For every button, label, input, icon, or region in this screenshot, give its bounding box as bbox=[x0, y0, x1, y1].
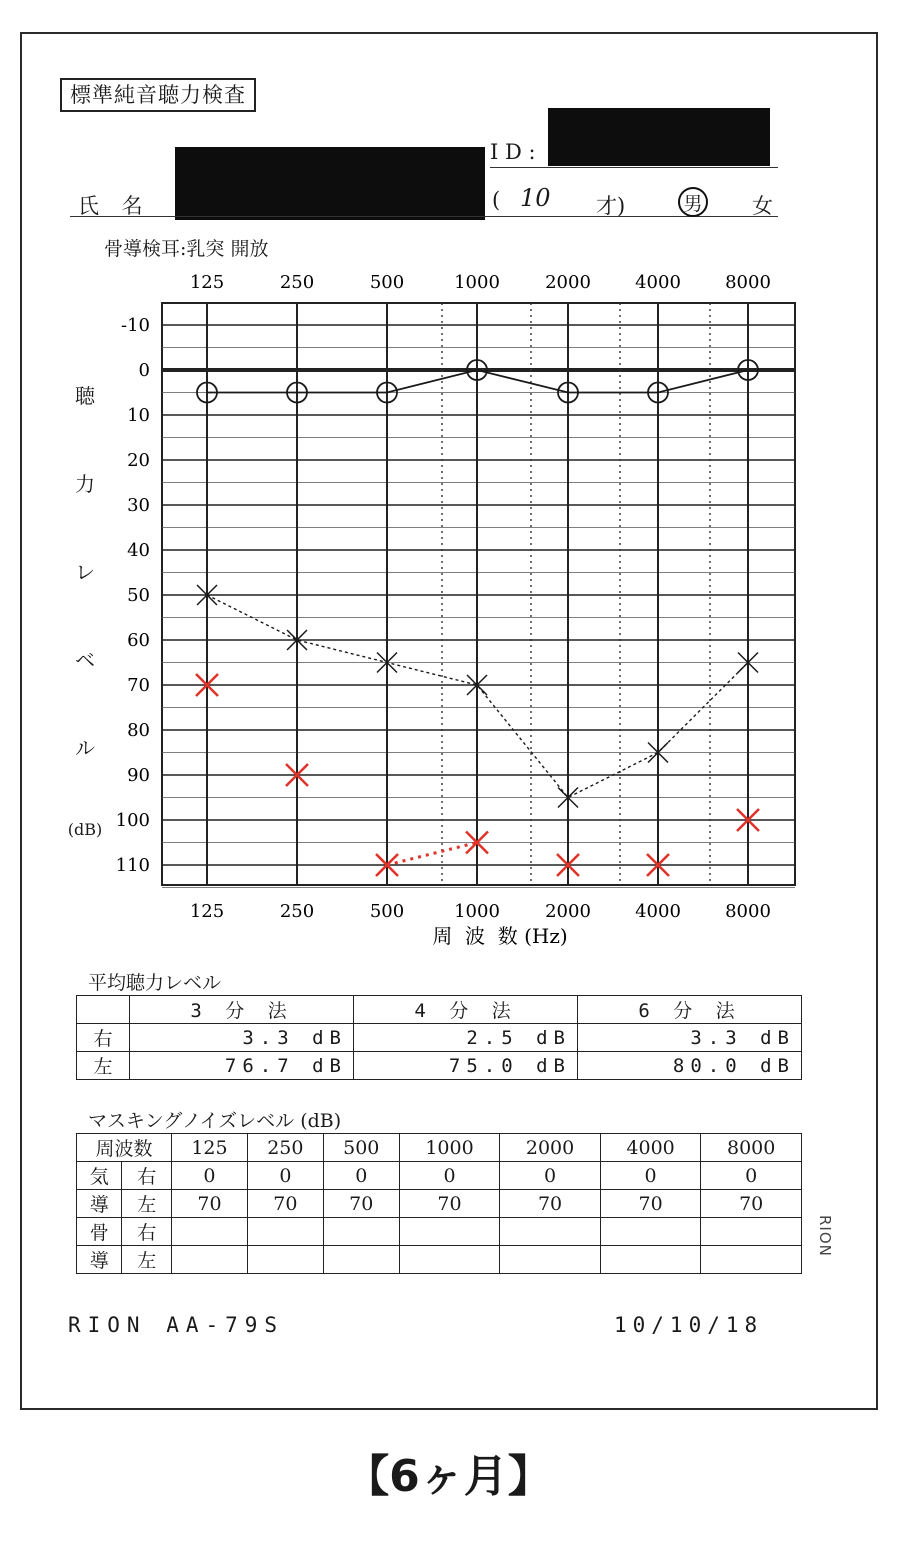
bone-label-1: 骨 bbox=[77, 1218, 122, 1246]
freq-header: 8000 bbox=[701, 1134, 802, 1162]
table-cell: 80.0 dB bbox=[578, 1052, 802, 1080]
x-tick-label-top: 8000 bbox=[725, 272, 771, 293]
avg-table-caption: 平均聴力レベル bbox=[88, 972, 222, 994]
table-cell: 2.5 dB bbox=[354, 1024, 578, 1052]
table-cell bbox=[247, 1246, 323, 1274]
bone-conduction-note: 骨導検耳:乳突 開放 bbox=[104, 238, 269, 260]
x-tick-label-bottom: 4000 bbox=[635, 901, 681, 922]
air-label-2: 導 bbox=[77, 1190, 122, 1218]
y-tick-label: 0 bbox=[138, 360, 150, 381]
air-label-1: 気 bbox=[77, 1162, 122, 1190]
x-tick-label-top: 250 bbox=[279, 272, 315, 293]
table-cell: 76.7 dB bbox=[130, 1052, 354, 1080]
table-cell: 0 bbox=[247, 1162, 323, 1190]
mask-table-caption: マスキングノイズレベル (dB) bbox=[88, 1110, 342, 1132]
bone-label-2: 導 bbox=[77, 1246, 122, 1274]
freq-header: 4000 bbox=[600, 1134, 701, 1162]
y-tick-label: -10 bbox=[121, 315, 150, 336]
table-cell bbox=[600, 1218, 701, 1246]
row-label: 左 bbox=[77, 1052, 130, 1080]
chart-grid bbox=[162, 303, 795, 888]
table-cell bbox=[172, 1246, 248, 1274]
table-row bbox=[77, 1190, 802, 1218]
y-axis-char: レ bbox=[75, 560, 95, 584]
sex-female: 女 bbox=[752, 194, 773, 218]
table-cell bbox=[500, 1218, 601, 1246]
series-line-masked-segment bbox=[387, 843, 477, 866]
device-model: RION AA-79S bbox=[68, 1313, 285, 1337]
y-tick-label: 90 bbox=[127, 765, 150, 786]
table-cell bbox=[323, 1218, 399, 1246]
table-row bbox=[77, 996, 802, 1024]
freq-header: 500 bbox=[323, 1134, 399, 1162]
table-row bbox=[77, 1024, 802, 1052]
y-tick-label: 50 bbox=[127, 585, 150, 606]
side-logo-rion: RION bbox=[816, 1215, 834, 1257]
id-label: I D : bbox=[490, 140, 536, 164]
y-axis-char: 聴 bbox=[75, 384, 95, 408]
y-tick-label: 10 bbox=[127, 405, 150, 426]
table-row bbox=[77, 1246, 802, 1274]
y-tick-label: 100 bbox=[115, 810, 150, 831]
table-header: 6 分 法 bbox=[578, 996, 802, 1024]
x-tick-label-bottom: 8000 bbox=[725, 901, 771, 922]
freq-header: 2000 bbox=[500, 1134, 601, 1162]
y-tick-label: 40 bbox=[127, 540, 150, 561]
y-axis-char: ル bbox=[75, 736, 95, 760]
period-caption: 【6ヶ月】 bbox=[345, 1451, 552, 1502]
avg-hearing-table bbox=[76, 995, 802, 1080]
table-header: 4 分 法 bbox=[354, 996, 578, 1024]
x-tick-label-top: 4000 bbox=[635, 272, 681, 293]
freq-header: 1000 bbox=[399, 1134, 500, 1162]
table-cell bbox=[600, 1246, 701, 1274]
age-open: ( bbox=[492, 188, 501, 212]
side-left: 左 bbox=[122, 1246, 172, 1274]
table-header: 3 分 法 bbox=[130, 996, 354, 1024]
table-cell bbox=[323, 1246, 399, 1274]
y-axis-char: ベ bbox=[75, 648, 95, 672]
table-cell: 0 bbox=[600, 1162, 701, 1190]
y-axis-unit: (dB) bbox=[67, 820, 103, 839]
table-cell: 0 bbox=[399, 1162, 500, 1190]
y-tick-label: 30 bbox=[127, 495, 150, 516]
test-date: 10/10/18 bbox=[614, 1313, 764, 1337]
x-axis-label: 周 波 数 (Hz) bbox=[432, 924, 568, 948]
table-cell: 70 bbox=[500, 1190, 601, 1218]
table-cell: 3.3 dB bbox=[130, 1024, 354, 1052]
y-tick-label: 110 bbox=[115, 855, 150, 876]
table-cell bbox=[77, 996, 130, 1024]
masking-noise-table bbox=[76, 1133, 802, 1274]
document-title: 標準純音聴力検査 bbox=[60, 78, 256, 112]
x-tick-label-top: 2000 bbox=[545, 272, 591, 293]
freq-header: 125 bbox=[172, 1134, 248, 1162]
y-tick-label: 60 bbox=[127, 630, 150, 651]
table-row bbox=[77, 1052, 802, 1080]
age-value: 10 bbox=[520, 184, 551, 212]
side-left: 左 bbox=[122, 1190, 172, 1218]
row-label: 右 bbox=[77, 1024, 130, 1052]
table-cell bbox=[172, 1218, 248, 1246]
age-unit: 才) bbox=[596, 194, 626, 218]
table-cell: 3.3 dB bbox=[578, 1024, 802, 1052]
y-axis-char: 力 bbox=[75, 472, 95, 496]
table-cell: 0 bbox=[701, 1162, 802, 1190]
x-tick-label-bottom: 500 bbox=[369, 901, 405, 922]
table-cell bbox=[701, 1218, 802, 1246]
table-cell bbox=[399, 1218, 500, 1246]
y-tick-label: 80 bbox=[127, 720, 150, 741]
freq-label: 周波数 bbox=[77, 1134, 172, 1162]
side-right: 右 bbox=[122, 1218, 172, 1246]
table-cell: 70 bbox=[701, 1190, 802, 1218]
x-tick-label-bottom: 125 bbox=[189, 901, 225, 922]
x-tick-label-bottom: 250 bbox=[279, 901, 315, 922]
table-cell: 70 bbox=[323, 1190, 399, 1218]
table-cell: 70 bbox=[399, 1190, 500, 1218]
table-cell: 70 bbox=[172, 1190, 248, 1218]
table-cell: 0 bbox=[500, 1162, 601, 1190]
table-cell: 70 bbox=[600, 1190, 701, 1218]
table-cell bbox=[399, 1246, 500, 1274]
side-right: 右 bbox=[122, 1162, 172, 1190]
table-cell bbox=[701, 1246, 802, 1274]
y-tick-label: 20 bbox=[127, 450, 150, 471]
name-label: 氏 名 bbox=[78, 194, 151, 218]
table-cell: 0 bbox=[323, 1162, 399, 1190]
x-tick-label-bottom: 2000 bbox=[545, 901, 591, 922]
x-tick-label-top: 500 bbox=[369, 272, 405, 293]
table-row bbox=[77, 1134, 802, 1162]
table-cell bbox=[247, 1218, 323, 1246]
x-tick-label-top: 1000 bbox=[454, 272, 500, 293]
freq-header: 250 bbox=[247, 1134, 323, 1162]
table-cell: 0 bbox=[172, 1162, 248, 1190]
y-tick-label: 70 bbox=[127, 675, 150, 696]
sex-male-circled: 男 bbox=[678, 187, 708, 217]
x-tick-label-bottom: 1000 bbox=[454, 901, 500, 922]
table-cell bbox=[500, 1246, 601, 1274]
table-row bbox=[77, 1162, 802, 1190]
table-cell: 70 bbox=[247, 1190, 323, 1218]
table-row bbox=[77, 1218, 802, 1246]
x-tick-label-top: 125 bbox=[189, 272, 225, 293]
table-cell: 75.0 dB bbox=[354, 1052, 578, 1080]
